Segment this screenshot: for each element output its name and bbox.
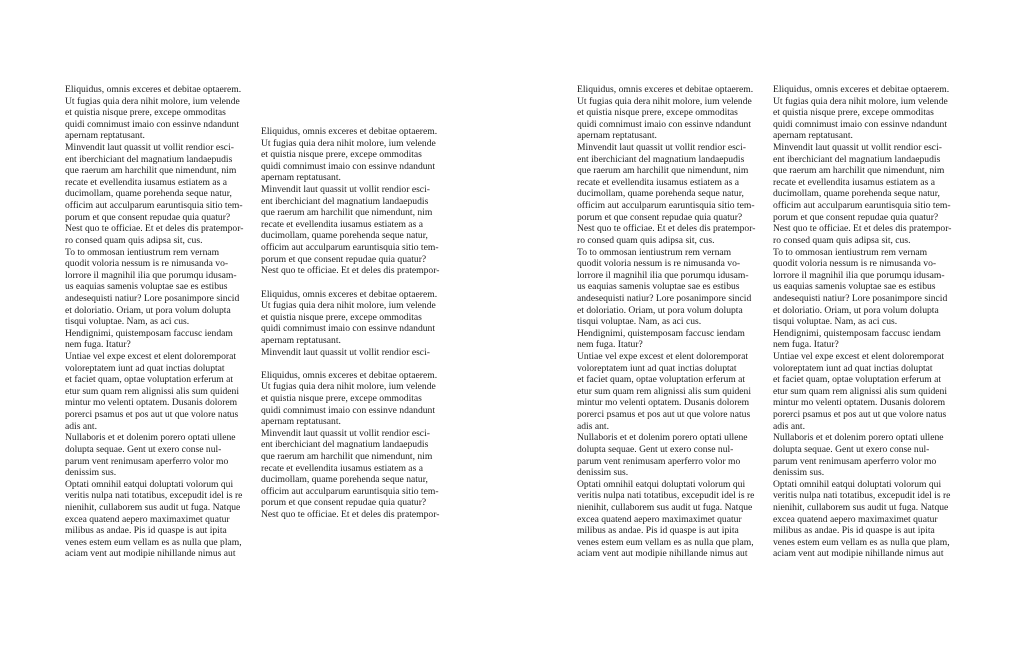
text-line: venes estem eum vellam es as nulla que plam, [577, 536, 754, 548]
text-line: voloreptatem iunt ad quat inctias doluptat [65, 362, 225, 374]
text-line: mintur mo velenti optatem. Dusanis dolorem [577, 397, 750, 409]
text-line: Minvendit laut quassit ut vollit rendior esci- [773, 142, 942, 154]
left-page-column-1 [65, 84, 243, 560]
text-line: ro consed quam quis adipsa sit, cus. [577, 234, 715, 246]
text-line: adis ant. [773, 420, 805, 432]
text-line: nienihit, cullaborem sus audit ut fuga. Natque [773, 501, 949, 513]
text-line: quodit voloria nessum is re nimusanda vo- [65, 258, 229, 270]
text-line: dolupta sequae. Gent ut exero conse nul- [773, 443, 930, 455]
text-line: Ut fugias quia dera nihit molore, ium velende [261, 300, 436, 312]
text-line: voloreptatem iunt ad quat inctias doluptat [577, 362, 737, 374]
text-line: Eliquidus, omnis exceres et debitae optaerem. [261, 126, 438, 137]
text-line: excea quatend aepero maximaximet quatur [773, 513, 938, 525]
text-line: tisqui voluptae. Nam, as aci cus. [577, 316, 702, 328]
text-line: To to ommosan ientiustrum rem vernam [65, 246, 220, 258]
text-line: Nullaboris et et dolenim porero optati ullene [773, 432, 944, 444]
text-line: tisqui voluptae. Nam, as aci cus. [773, 316, 898, 328]
text-line: Untiae vel expe excest et elent doloremporat [773, 351, 945, 363]
text-line: ducimollam, quame porehenda seque natur, [261, 230, 428, 242]
text-line: porum et que consent repudae quia quatur? [261, 253, 427, 265]
text-line: et quistia nisque prere, excepe ommoditas [65, 107, 226, 119]
text-line: officim aut acculparum earuntisquia sitio tem- [261, 485, 439, 497]
text-line: dolupta sequae. Gent ut exero conse nul- [65, 443, 222, 455]
text-line: que raerum am harchilit que nimendunt, nim [773, 165, 945, 177]
text-line: apernam reptatusant. [261, 416, 341, 428]
text-line: Optati omnihil eatqui doluptati volorum qui [773, 478, 942, 490]
text-line: ent iberchiciant del magnatium landaepudis [577, 153, 745, 165]
text-line: excea quatend aepero maximaximet quatur [65, 513, 230, 525]
text-line: Nullaboris et et dolenim porero optati ullene [65, 432, 236, 444]
text-line: quodit voloria nessum is re nimusanda vo- [773, 258, 937, 270]
text-line: apernam reptatusant. [65, 130, 145, 142]
text-line: Nullaboris et et dolenim porero optati ullene [577, 432, 748, 444]
text-line: et doloriatio. Oriam, ut pora volum dolupta [65, 304, 231, 316]
text-line: Ut fugias quia dera nihit molore, ium velende [773, 95, 948, 107]
text-line: quidi comnimust imaio con essinve ndandunt [261, 404, 435, 416]
text-line: andesequisti natiur? Lore posanimpore sincid [773, 292, 948, 304]
left-page-column-2 [261, 126, 439, 521]
text-line: quidi comnimust imaio con essinve ndandunt [65, 118, 239, 130]
text-block-3 [261, 370, 439, 521]
text-line: Ut fugias quia dera nihit molore, ium velende [261, 381, 436, 393]
text-line: porum et que consent repudae quia quatur? [65, 211, 231, 223]
text-line: et quistia nisque prere, excepe ommoditas [577, 107, 738, 119]
text-lines [65, 84, 243, 560]
text-line: denissim sus. [773, 467, 825, 479]
text-block-1 [261, 126, 439, 277]
text-line: veritis nulpa nati totatibus, excepudit idel is re [65, 490, 243, 502]
text-line: Minvendit laut quassit ut vollit rendior esci- [65, 142, 234, 154]
text-line: To to ommosan ientiustrum rem vernam [577, 246, 732, 258]
text-line: ent iberchiciant del magnatium landaepudis [261, 195, 429, 207]
text-line: aciam vent aut modipie nihillande nimus aut [577, 548, 748, 560]
text-line: denissim sus. [577, 467, 629, 479]
text-line: recate et evellendita iusamus estiatem as a [261, 218, 423, 230]
text-line: et faciet quam, optae voluptation erferum at [773, 374, 942, 386]
text-line: lorrore il magnihil ilia que porumqu idusam- [773, 269, 945, 281]
text-line: nem fuga. Itatur? [65, 339, 131, 351]
text-line: adis ant. [65, 420, 97, 432]
text-line: apernam reptatusant. [261, 172, 341, 184]
text-line: Untiae vel expe excest et elent doloremporat [65, 351, 237, 363]
text-line: veritis nulpa nati totatibus, excepudit idel is re [577, 490, 755, 502]
text-line: Ut fugias quia dera nihit molore, ium velende [65, 95, 240, 107]
text-line: Nest quo te officiae. Et et deles dis pratempor- [65, 223, 244, 235]
text-line: lorrore il magnihil ilia que porumqu idusam- [65, 269, 237, 281]
text-lines [577, 84, 755, 560]
text-line: etur sum quam rem alignissi alis sum quideni [65, 385, 239, 397]
text-line: Hendignimi, quistemposam faccusc iendam [773, 327, 941, 339]
text-line: et doloriatio. Oriam, ut pora volum dolupta [773, 304, 939, 316]
text-line: officim aut acculparum earuntisquia sitio tem- [773, 200, 951, 212]
text-line: nem fuga. Itatur? [577, 339, 643, 351]
text-line: Eliquidus, omnis exceres et debitae optaerem. [261, 369, 438, 381]
text-line: et quistia nisque prere, excepe ommoditas [773, 107, 934, 119]
text-line: Nest quo te officiae. Et et deles dis pratempor- [773, 223, 952, 235]
text-line: Hendignimi, quistemposam faccusc iendam [577, 327, 745, 339]
text-line: veritis nulpa nati totatibus, excepudit idel is re [773, 490, 951, 502]
text-line: et doloriatio. Oriam, ut pora volum dolupta [577, 304, 743, 316]
right-page-column-1 [577, 84, 755, 560]
text-line: porerci psamus et pos aut ut que volore natus [773, 409, 947, 421]
text-line: officim aut acculparum earuntisquia sitio tem- [261, 242, 439, 254]
text-line: adis ant. [577, 420, 609, 432]
text-line: nem fuga. Itatur? [773, 339, 839, 351]
text-line: ro consed quam quis adipsa sit, cus. [65, 234, 203, 246]
text-line: milibus as andae. Pis id quaspe is aut ipita [577, 525, 739, 537]
text-line: andesequisti natiur? Lore posanimpore sincid [65, 292, 240, 304]
text-line: venes estem eum vellam es as nulla que plam, [65, 536, 242, 548]
text-line: aciam vent aut modipie nihillande nimus aut [65, 548, 236, 560]
text-line: et faciet quam, optae voluptation erferum at [577, 374, 746, 386]
text-line: porum et que consent repudae quia quatur? [773, 211, 939, 223]
text-line: tisqui voluptae. Nam, as aci cus. [65, 316, 190, 328]
text-line: venes estem eum vellam es as nulla que plam, [773, 536, 950, 548]
text-line: nienihit, cullaborem sus audit ut fuga. Natque [577, 501, 753, 513]
text-line: ent iberchiciant del magnatium landaepudis [261, 439, 429, 451]
text-line: Nest quo te officiae. Et et deles dis pratempor- [261, 509, 440, 521]
text-line: recate et evellendita iusamus estiatem as a [577, 176, 739, 188]
text-line: ro consed quam quis adipsa sit, cus. [773, 234, 911, 246]
text-line: Minvendit laut quassit ut vollit rendior esci- [261, 427, 430, 439]
text-line: etur sum quam rem alignissi alis sum quideni [577, 385, 751, 397]
text-lines [773, 84, 951, 560]
text-line: Eliquidus, omnis exceres et debitae optaerem. [773, 84, 950, 95]
text-line: Minvendit laut quassit ut vollit rendior esci- [577, 142, 746, 154]
text-line: Hendignimi, quistemposam faccusc iendam [65, 327, 233, 339]
text-line: porum et que consent repudae quia quatur? [577, 211, 743, 223]
text-line: et faciet quam, optae voluptation erferum at [65, 374, 234, 386]
text-line: recate et evellendita iusamus estiatem as a [65, 176, 227, 188]
text-line: recate et evellendita iusamus estiatem as a [261, 462, 423, 474]
text-line: milibus as andae. Pis id quaspe is aut ipita [65, 525, 227, 537]
text-line: Untiae vel expe excest et elent doloremporat [577, 351, 749, 363]
text-line: ducimollam, quame porehenda seque natur, [65, 188, 232, 200]
text-line: Nest quo te officiae. Et et deles dis pratempor- [577, 223, 756, 235]
text-block-2 [261, 289, 439, 359]
text-line: mintur mo velenti optatem. Dusanis dolorem [773, 397, 946, 409]
text-line: ent iberchiciant del magnatium landaepudis [65, 153, 233, 165]
text-line: Eliquidus, omnis exceres et debitae optaerem. [577, 84, 754, 95]
text-line: Eliquidus, omnis exceres et debitae optaerem. [65, 84, 242, 95]
text-line: porerci psamus et pos aut ut que volore natus [577, 409, 751, 421]
text-line: etur sum quam rem alignissi alis sum quideni [773, 385, 947, 397]
text-line: Nest quo te officiae. Et et deles dis pratempor- [261, 265, 440, 277]
text-line: que raerum am harchilit que nimendunt, nim [65, 165, 237, 177]
text-line: que raerum am harchilit que nimendunt, nim [261, 207, 433, 219]
text-line: officim aut acculparum earuntisquia sitio tem- [65, 200, 243, 212]
text-line: porerci psamus et pos aut ut que volore natus [65, 409, 239, 421]
text-line: et quistia nisque prere, excepe ommoditas [261, 311, 422, 323]
text-line: parum vent renimusam aperferro volor mo [773, 455, 937, 467]
text-line: officim aut acculparum earuntisquia sitio tem- [577, 200, 755, 212]
text-line: et quistia nisque prere, excepe ommoditas [261, 392, 422, 404]
text-line: Eliquidus, omnis exceres et debitae optaerem. [261, 288, 438, 300]
text-line: parum vent renimusam aperferro volor mo [65, 455, 229, 467]
text-line: lorrore il magnihil ilia que porumqu idusam- [577, 269, 749, 281]
text-line: excea quatend aepero maximaximet quatur [577, 513, 742, 525]
text-line: Minvendit laut quassit ut vollit rendior esci- [261, 184, 430, 196]
text-line: quidi comnimust imaio con essinve ndandunt [261, 160, 435, 172]
text-line: us eaquias samenis voluptae sae es estibus [577, 281, 740, 293]
text-line: voloreptatem iunt ad quat inctias doluptat [773, 362, 933, 374]
text-line: Ut fugias quia dera nihit molore, ium velende [261, 137, 436, 149]
text-line: parum vent renimusam aperferro volor mo [577, 455, 741, 467]
text-line: quodit voloria nessum is re nimusanda vo- [577, 258, 741, 270]
text-line: que raerum am harchilit que nimendunt, nim [577, 165, 749, 177]
text-line: To to ommosan ientiustrum rem vernam [773, 246, 928, 258]
text-line: quidi comnimust imaio con essinve ndandunt [261, 323, 435, 335]
text-line: us eaquias samenis voluptae sae es estibus [65, 281, 228, 293]
text-line: porum et que consent repudae quia quatur? [261, 497, 427, 509]
text-line: milibus as andae. Pis id quaspe is aut ipita [773, 525, 935, 537]
text-line: apernam reptatusant. [773, 130, 853, 142]
text-line: andesequisti natiur? Lore posanimpore sincid [577, 292, 752, 304]
text-line: ducimollam, quame porehenda seque natur, [773, 188, 940, 200]
text-line: recate et evellendita iusamus estiatem as a [773, 176, 935, 188]
text-line: que raerum am harchilit que nimendunt, nim [261, 451, 433, 463]
text-line: quidi comnimust imaio con essinve ndandunt [577, 118, 751, 130]
text-line: mintur mo velenti optatem. Dusanis dolorem [65, 397, 238, 409]
text-line: ent iberchiciant del magnatium landaepudis [773, 153, 941, 165]
text-line: denissim sus. [65, 467, 117, 479]
text-line: aciam vent aut modipie nihillande nimus aut [773, 548, 944, 560]
text-line: ducimollam, quame porehenda seque natur, [261, 474, 428, 486]
text-line: dolupta sequae. Gent ut exero conse nul- [577, 443, 734, 455]
text-line: et quistia nisque prere, excepe ommoditas [261, 149, 422, 161]
text-line: nienihit, cullaborem sus audit ut fuga. Natque [65, 501, 241, 513]
text-line: apernam reptatusant. [261, 334, 341, 346]
text-line: apernam reptatusant. [577, 130, 657, 142]
text-line: Optati omnihil eatqui doluptati volorum qui [577, 478, 746, 490]
right-page-column-2 [773, 84, 951, 560]
text-line: ducimollam, quame porehenda seque natur, [577, 188, 744, 200]
text-line: Minvendit laut quassit ut vollit rendior esci- [261, 346, 430, 358]
text-line: us eaquias samenis voluptae sae es estibus [773, 281, 936, 293]
text-line: Optati omnihil eatqui doluptati volorum qui [65, 478, 234, 490]
text-line: Ut fugias quia dera nihit molore, ium velende [577, 95, 752, 107]
text-line: quidi comnimust imaio con essinve ndandunt [773, 118, 947, 130]
